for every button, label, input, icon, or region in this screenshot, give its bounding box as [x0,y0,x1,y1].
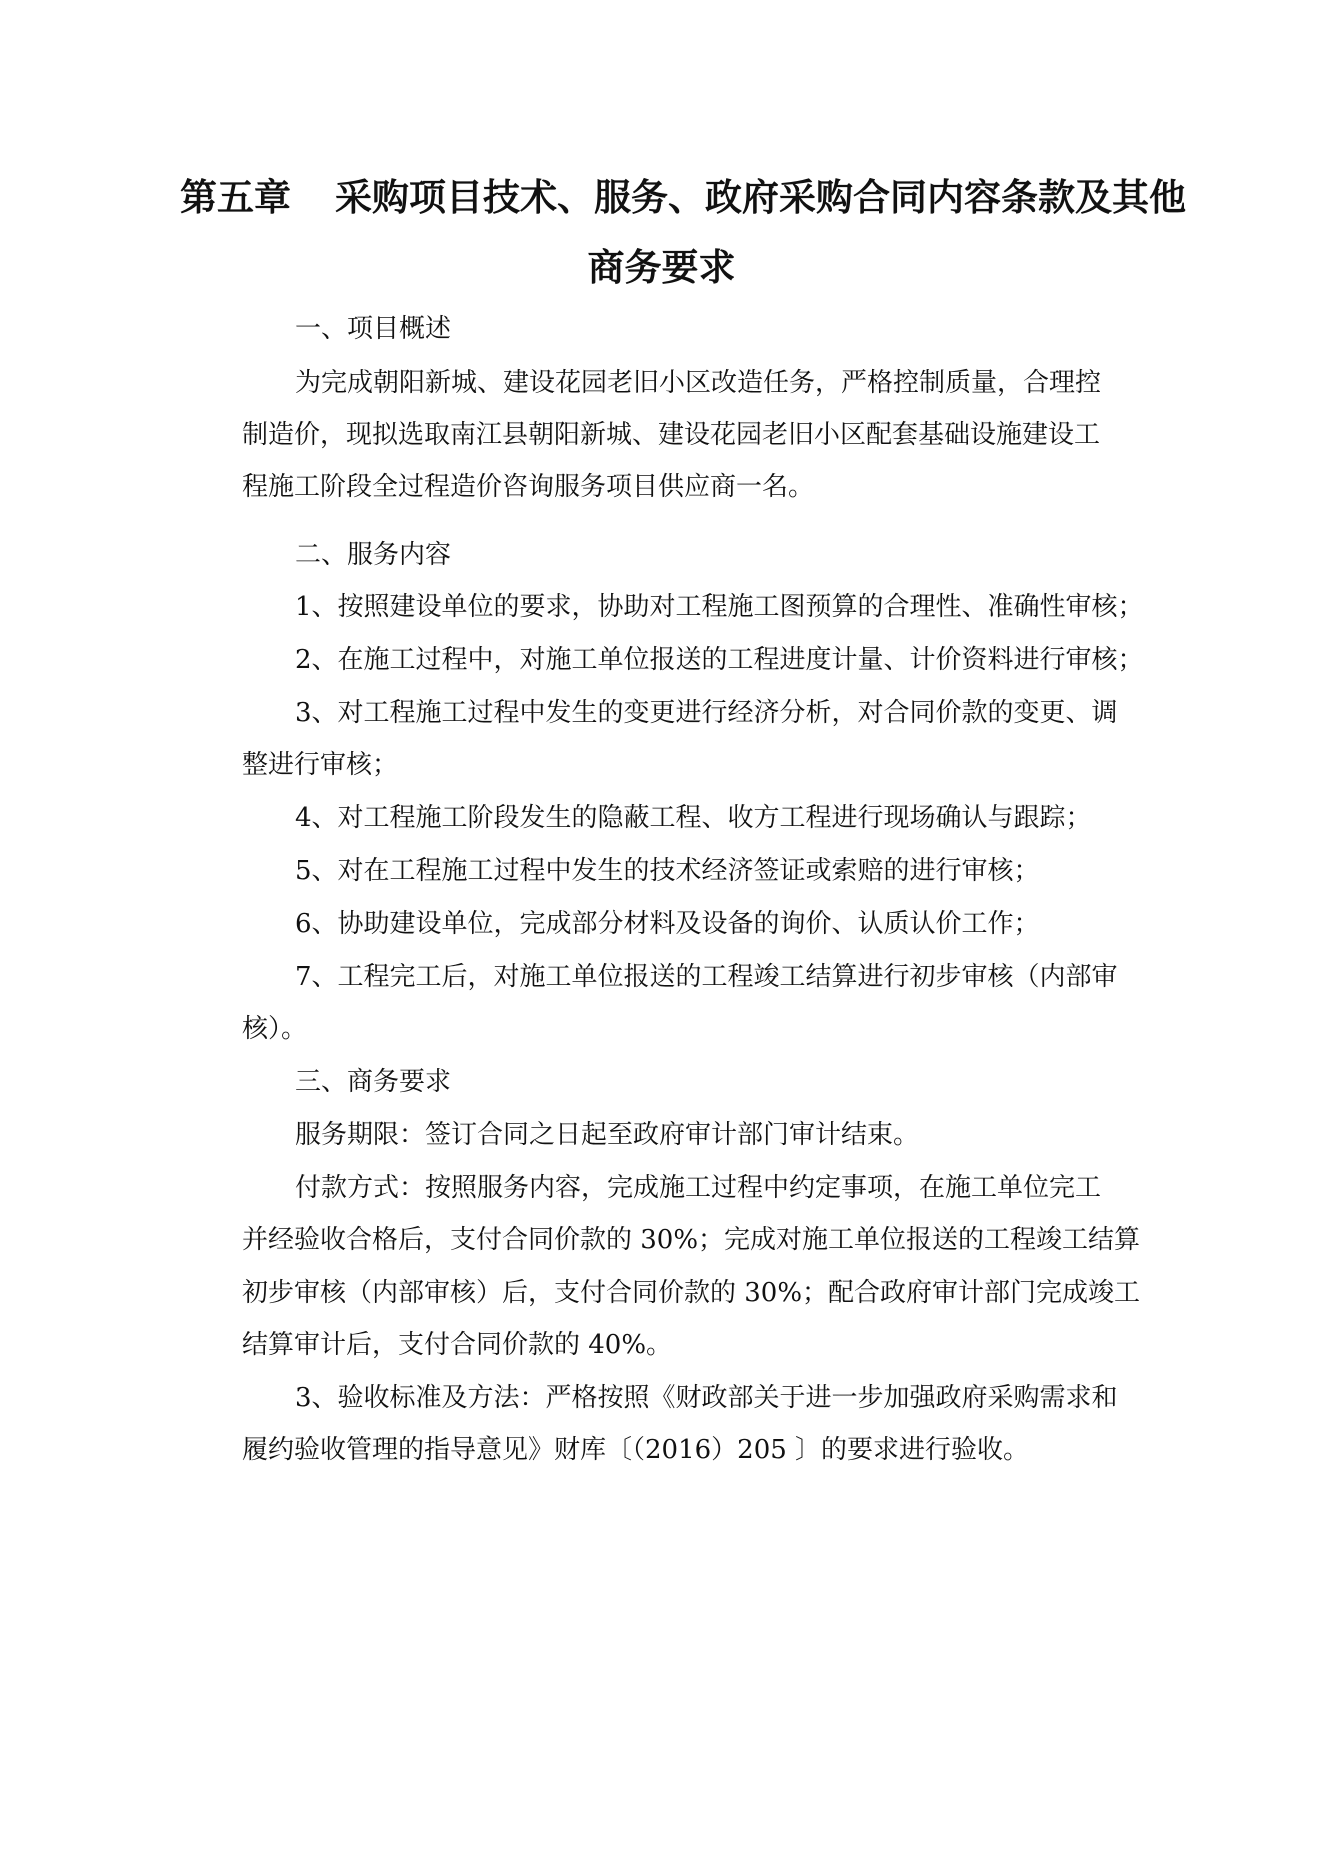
service-item-2: 2、在施工过程中，对施工单位报送的工程进度计量、计价资料进行审核； [295,645,1144,675]
payment-terms-line: 初步审核（内部审核）后，支付合同价款的 30%；配合政府审计部门完成竣工 [242,1278,1141,1308]
chapter-number: 第五章 [180,176,291,219]
overview-paragraph-line: 程施工阶段全过程造价咨询服务项目供应商一名。 [242,472,815,502]
service-item-7: 7、工程完工后，对施工单位报送的工程竣工结算进行初步审核（内部审 [295,962,1118,992]
payment-terms-line: 付款方式：按照服务内容，完成施工过程中约定事项，在施工单位完工 [295,1173,1102,1203]
service-item-7-continued: 核）。 [242,1014,308,1044]
overview-paragraph-line: 制造价，现拟选取南江县朝阳新城、建设花园老旧小区配套基础设施建设工 [242,420,1101,450]
service-item-1: 1、按照建设单位的要求，协助对工程施工图预算的合理性、准确性审核； [295,592,1144,622]
section-heading-overview: 一、项目概述 [295,314,452,344]
section-heading-business: 三、商务要求 [295,1067,452,1097]
service-item-4: 4、对工程施工阶段发生的隐蔽工程、收方工程进行现场确认与跟踪； [295,803,1092,833]
section-heading-service: 二、服务内容 [295,540,452,570]
acceptance-standard-line: 履约验收管理的指导意见》财库〔（2016）205 〕的要求进行验收。 [242,1435,1030,1465]
service-item-3: 3、对工程施工过程中发生的变更进行经济分析，对合同价款的变更、调 [295,698,1118,728]
chapter-title-line-1 [180,176,1186,220]
payment-terms-line: 并经验收合格后，支付合同价款的 30%；完成对施工单位报送的工程竣工结算 [242,1225,1141,1255]
service-item-5: 5、对在工程施工过程中发生的技术经济签证或索赔的进行审核； [295,856,1040,886]
payment-terms-line: 结算审计后，支付合同价款的 40%。 [242,1330,673,1360]
acceptance-standard-line: 3、验收标准及方法：严格按照《财政部关于进一步加强政府采购需求和 [295,1383,1118,1413]
service-item-3-continued: 整进行审核； [242,750,399,780]
chapter-title-text: 采购项目技术、服务、政府采购合同内容条款及其他 [335,176,1186,219]
chapter-title-line-2: 商务要求 [587,246,736,289]
service-item-6: 6、协助建设单位，完成部分材料及设备的询价、认质认价工作； [295,909,1040,939]
overview-paragraph-line: 为完成朝阳新城、建设花园老旧小区改造任务，严格控制质量，合理控 [295,368,1102,398]
service-period: 服务期限：签订合同之日起至政府审计部门审计结束。 [295,1120,920,1150]
